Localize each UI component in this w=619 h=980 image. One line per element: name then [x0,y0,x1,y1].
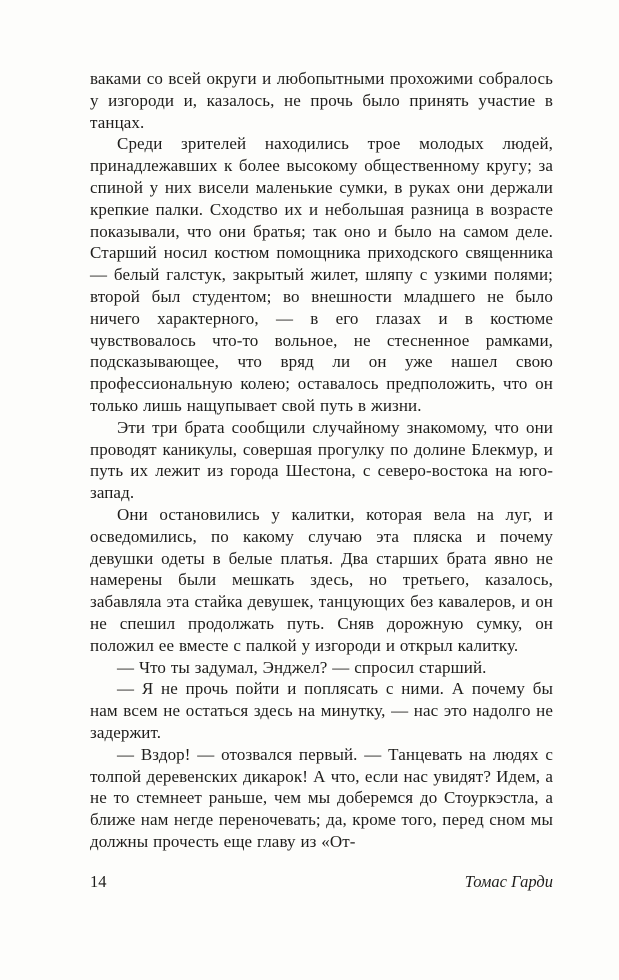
paragraph-2: Среди зрителей находились трое молодых людей, принадлежавших к более высокому общественному кругу; за спиной у них висели маленькие сумки, в руках они держали крепкие палки. Сходство их и небольшая разница в возрасте показывали, что они братья; так оно и было на самом деле. Старший носил костюм помощника приходского священника — белый галстук, закрытый жилет, шляпу с узкими полями; второй был студентом; во внешности младшего не было ничего характерного, — в его глазах и в костюме чувствовалось что-то вольное, не стесненное рамками, подсказывающее, что вряд ли он уже нашел свою профессиональную колею; оставалось предположить, что он только лишь нащупывает свой путь в жизни. [90,134,553,415]
running-author: Томас Гарди [464,872,553,891]
dialogue-line-3: — Вздор! — отозвался первый. — Танцевать на людях с толпой деревенских дикарок! А что, если нас увидят? Идем, а не то стемнеет раньше, чем мы доберемся до Стоуркэстла, а ближе нам негде переночевать; да, кроме того, перед сном мы должны прочесть еще главу из «От- [90,744,553,851]
paragraph-4: Они остановились у калитки, которая вела на луг, и осведомились, по какому случаю эта пляска и почему девушки одеты в белые платья. Два старших брата явно не намерены были мешкать здесь, но третьего, казалось, забавляла эта стайка девушек, танцующих без кавалеров, и он не спешил продолжать путь. Сняв дорожную сумку, он положил ее вместе с палкой у изгороди и открыл калитку. [90,504,553,655]
page-footer [90,872,553,892]
page-number: 14 [90,872,107,891]
paragraph-3: Эти три брата сообщили случайному знакомому, что они проводят каникулы, совершая прогулку по долине Блекмур, и путь их лежит из города Шестона, с северо-востока на юго-запад. [90,417,553,503]
page-text-block [90,68,553,853]
dialogue-line-1: — Что ты задумал, Энджел? — спросил старший. [117,657,487,677]
paragraph-1: ваками со всей округи и любопытными прохожими собралось у изгороди и, казалось, не прочь было принять участие в танцах. [90,69,553,132]
dialogue-line-2: — Я не прочь пойти и поплясать с ними. А почему бы нам всем не остаться здесь на минутку, — нас это надолго не задержит. [90,679,553,742]
